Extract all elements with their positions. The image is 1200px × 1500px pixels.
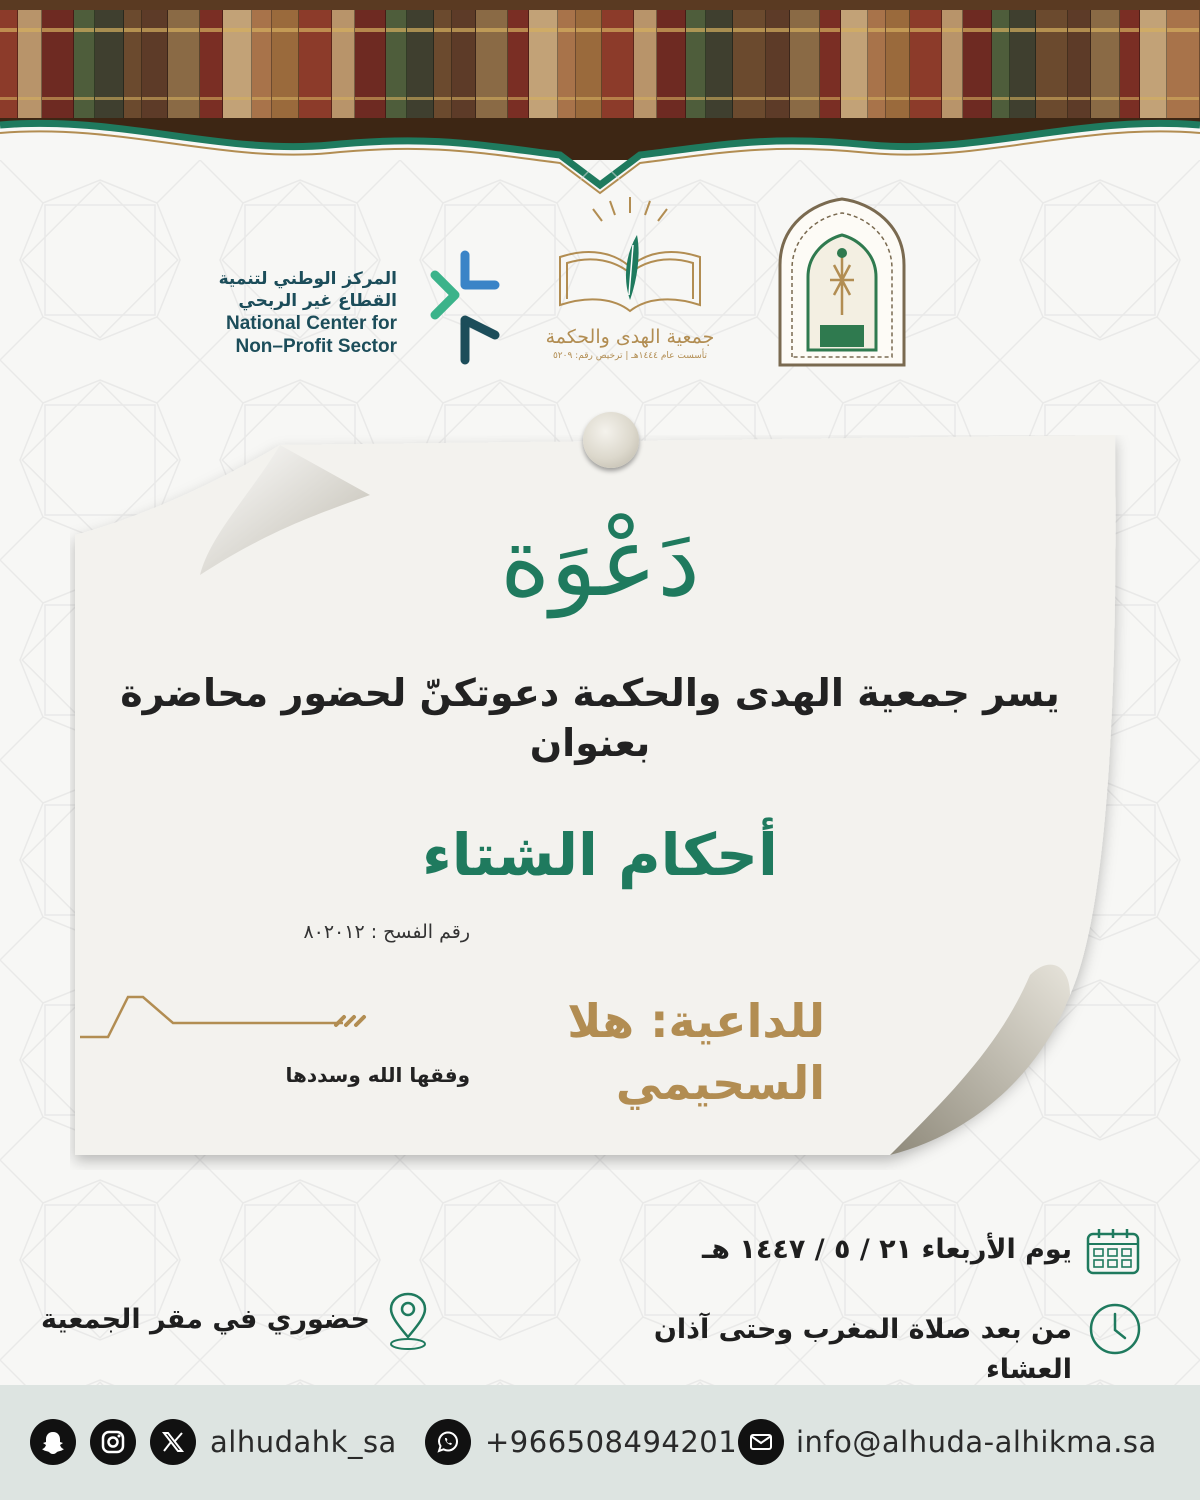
phone-number: +966508494201: [485, 1425, 738, 1459]
speaker-blessing: وفقها الله وسددها: [285, 1063, 470, 1087]
social-handle: alhudahk_sa: [210, 1425, 397, 1459]
ncnp-mark-icon: [410, 245, 500, 370]
social-handle-link[interactable]: [210, 1418, 397, 1466]
instagram-link[interactable]: [90, 1418, 136, 1466]
x-twitter-icon: [150, 1419, 196, 1465]
ncnp-name-en-line1: National Center for: [225, 313, 397, 334]
speaker-name: للداعية: هلا السحيمي: [567, 994, 825, 1110]
phone-link[interactable]: [485, 1418, 737, 1466]
email-link[interactable]: [738, 1418, 784, 1466]
calendar-icon: [1085, 1228, 1141, 1276]
clock-icon: [1088, 1302, 1142, 1356]
email-address: info@alhuda-alhikma.sa: [796, 1425, 1157, 1459]
invitation-heading-text: دَعْوَة: [500, 506, 700, 618]
lecture-title: أحكام الشتاء: [422, 821, 778, 889]
email-address-link[interactable]: [796, 1418, 1157, 1466]
whatsapp-icon: [425, 1419, 471, 1465]
paper-pin: [583, 412, 639, 468]
snapchat-icon: [30, 1419, 76, 1465]
event-place: حضوري في مقر الجمعية: [40, 1304, 370, 1335]
intro-text: [120, 668, 1060, 768]
ncnp-logo: [215, 240, 505, 370]
intro-line-1: يسر جمعية الهدى والحكمة دعوتكنّ لحضور محاضرة: [120, 671, 1060, 715]
ncnp-name-en-line2: Non–Profit Sector: [235, 336, 397, 357]
event-time: من بعد صلاة المغرب وحتى آذان العشاء: [653, 1314, 1072, 1385]
speaker-decorative-line: [78, 985, 378, 1045]
x-twitter-link[interactable]: [150, 1418, 196, 1466]
ncnp-name-ar-line1: المركز الوطني لتنمية: [218, 269, 397, 289]
permit-number: رقم الفسح : ٨٠٢٠١٢: [303, 921, 470, 943]
open-book-quill-icon: [545, 195, 715, 325]
whatsapp-link[interactable]: [425, 1418, 471, 1466]
event-date: يوم الأربعاء ٢١ / ٥ / ١٤٤٧ هـ: [702, 1234, 1072, 1265]
instagram-icon: [90, 1419, 136, 1465]
ministry-emblem-logo: [772, 195, 912, 370]
location-pin-icon: [385, 1292, 431, 1352]
intro-line-2: بعنوان: [529, 721, 651, 765]
huda-logo-subtitle: تأسست عام ١٤٤٤هـ | ترخيص رقم: ٥٢٠٩: [552, 351, 708, 361]
envelope-icon: [738, 1419, 784, 1465]
snapchat-link[interactable]: [30, 1418, 76, 1466]
ncnp-logo-text: [215, 268, 397, 358]
invitation-heading: [450, 490, 750, 650]
huda-logo-name: جمعية الهدى والحكمة: [545, 326, 715, 348]
ncnp-name-ar-line2: القطاع غير الربحي: [238, 291, 397, 311]
huda-hikma-logo: [525, 195, 735, 385]
